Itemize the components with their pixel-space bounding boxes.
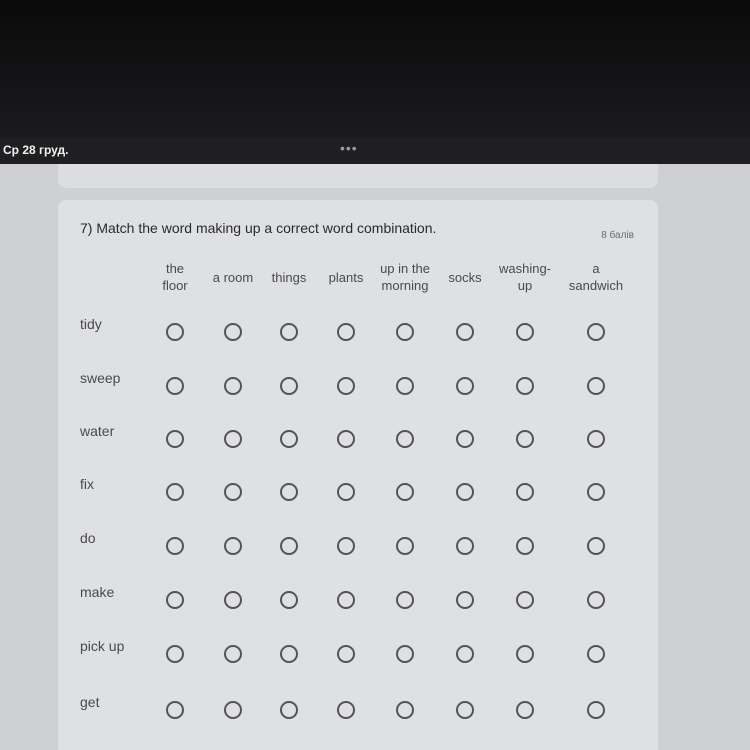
radio-option[interactable] bbox=[337, 323, 355, 341]
column-header-line: washing- bbox=[498, 261, 552, 276]
radio-option[interactable] bbox=[166, 645, 184, 663]
radio-option[interactable] bbox=[516, 537, 534, 555]
column-header-line: floor bbox=[162, 278, 188, 293]
radio-option[interactable] bbox=[166, 537, 184, 555]
column-header-line: morning bbox=[381, 278, 429, 293]
column-header bbox=[448, 269, 481, 286]
column-header bbox=[499, 260, 551, 294]
row-label: make bbox=[80, 584, 115, 600]
radio-option[interactable] bbox=[456, 537, 474, 555]
radio-option[interactable] bbox=[224, 377, 242, 395]
column-header-line: a room bbox=[212, 270, 254, 285]
previous-question-card bbox=[58, 164, 658, 188]
radio-option[interactable] bbox=[456, 591, 474, 609]
radio-option[interactable] bbox=[166, 591, 184, 609]
question-title: 7) Match the word making up a correct word combination. bbox=[80, 220, 437, 236]
radio-option[interactable] bbox=[224, 430, 242, 448]
radio-option[interactable] bbox=[587, 537, 605, 555]
radio-option[interactable] bbox=[224, 323, 242, 341]
radio-option[interactable] bbox=[396, 430, 414, 448]
row-label: water bbox=[80, 423, 115, 439]
row-label: get bbox=[80, 694, 100, 710]
radio-option[interactable] bbox=[166, 483, 184, 501]
column-header-line: up in the bbox=[380, 261, 430, 276]
radio-option[interactable] bbox=[456, 483, 474, 501]
question-points: 8 балів bbox=[601, 230, 634, 241]
column-header-line: plants bbox=[328, 270, 364, 285]
radio-option[interactable] bbox=[224, 701, 242, 719]
column-header-line: socks bbox=[448, 270, 482, 285]
radio-option[interactable] bbox=[516, 430, 534, 448]
radio-option[interactable] bbox=[516, 591, 534, 609]
radio-option[interactable] bbox=[280, 483, 298, 501]
radio-option[interactable] bbox=[280, 645, 298, 663]
column-header bbox=[213, 269, 253, 286]
radio-option[interactable] bbox=[396, 377, 414, 395]
radio-option[interactable] bbox=[516, 483, 534, 501]
row-label: do bbox=[80, 530, 96, 546]
row-label: fix bbox=[80, 476, 94, 492]
radio-option[interactable] bbox=[456, 430, 474, 448]
radio-option[interactable] bbox=[396, 645, 414, 663]
radio-option[interactable] bbox=[166, 323, 184, 341]
column-header bbox=[380, 260, 430, 294]
radio-option[interactable] bbox=[337, 537, 355, 555]
radio-option[interactable] bbox=[337, 483, 355, 501]
radio-option[interactable] bbox=[337, 591, 355, 609]
radio-option[interactable] bbox=[587, 645, 605, 663]
column-header bbox=[162, 260, 187, 294]
status-bar bbox=[0, 138, 750, 164]
radio-option[interactable] bbox=[516, 377, 534, 395]
column-header-line: a bbox=[592, 261, 600, 276]
radio-option[interactable] bbox=[166, 701, 184, 719]
radio-option[interactable] bbox=[456, 377, 474, 395]
radio-option[interactable] bbox=[224, 483, 242, 501]
column-header-line: up bbox=[517, 278, 533, 293]
column-header-line: sandwich bbox=[568, 278, 624, 293]
column-header bbox=[272, 269, 307, 286]
radio-option[interactable] bbox=[280, 537, 298, 555]
radio-option[interactable] bbox=[396, 483, 414, 501]
radio-option[interactable] bbox=[516, 323, 534, 341]
radio-option[interactable] bbox=[224, 645, 242, 663]
row-label: pick up bbox=[80, 638, 125, 654]
device-bezel bbox=[0, 0, 750, 140]
radio-option[interactable] bbox=[396, 537, 414, 555]
radio-option[interactable] bbox=[280, 430, 298, 448]
radio-option[interactable] bbox=[280, 701, 298, 719]
radio-option[interactable] bbox=[337, 377, 355, 395]
radio-option[interactable] bbox=[166, 430, 184, 448]
radio-option[interactable] bbox=[587, 430, 605, 448]
radio-option[interactable] bbox=[456, 323, 474, 341]
radio-option[interactable] bbox=[587, 323, 605, 341]
radio-option[interactable] bbox=[587, 591, 605, 609]
radio-option[interactable] bbox=[396, 591, 414, 609]
radio-option[interactable] bbox=[224, 537, 242, 555]
radio-option[interactable] bbox=[280, 591, 298, 609]
radio-option[interactable] bbox=[337, 701, 355, 719]
radio-option[interactable] bbox=[587, 483, 605, 501]
row-label: tidy bbox=[80, 316, 102, 332]
row-label: sweep bbox=[80, 370, 121, 386]
radio-option[interactable] bbox=[337, 430, 355, 448]
form-page bbox=[0, 164, 750, 750]
radio-option[interactable] bbox=[280, 377, 298, 395]
column-header bbox=[569, 260, 623, 294]
question-card bbox=[58, 200, 658, 750]
column-header bbox=[329, 269, 364, 286]
radio-option[interactable] bbox=[166, 377, 184, 395]
status-date: Ср 28 груд. bbox=[3, 143, 69, 157]
radio-option[interactable] bbox=[396, 701, 414, 719]
radio-option[interactable] bbox=[516, 701, 534, 719]
radio-option[interactable] bbox=[224, 591, 242, 609]
radio-option[interactable] bbox=[456, 645, 474, 663]
radio-option[interactable] bbox=[456, 701, 474, 719]
column-header-line: the bbox=[165, 261, 185, 276]
column-header-line: things bbox=[271, 270, 307, 285]
radio-option[interactable] bbox=[587, 377, 605, 395]
radio-option[interactable] bbox=[396, 323, 414, 341]
radio-option[interactable] bbox=[516, 645, 534, 663]
radio-option[interactable] bbox=[280, 323, 298, 341]
radio-option[interactable] bbox=[337, 645, 355, 663]
radio-option[interactable] bbox=[587, 701, 605, 719]
more-dots-icon[interactable]: ••• bbox=[340, 140, 358, 156]
